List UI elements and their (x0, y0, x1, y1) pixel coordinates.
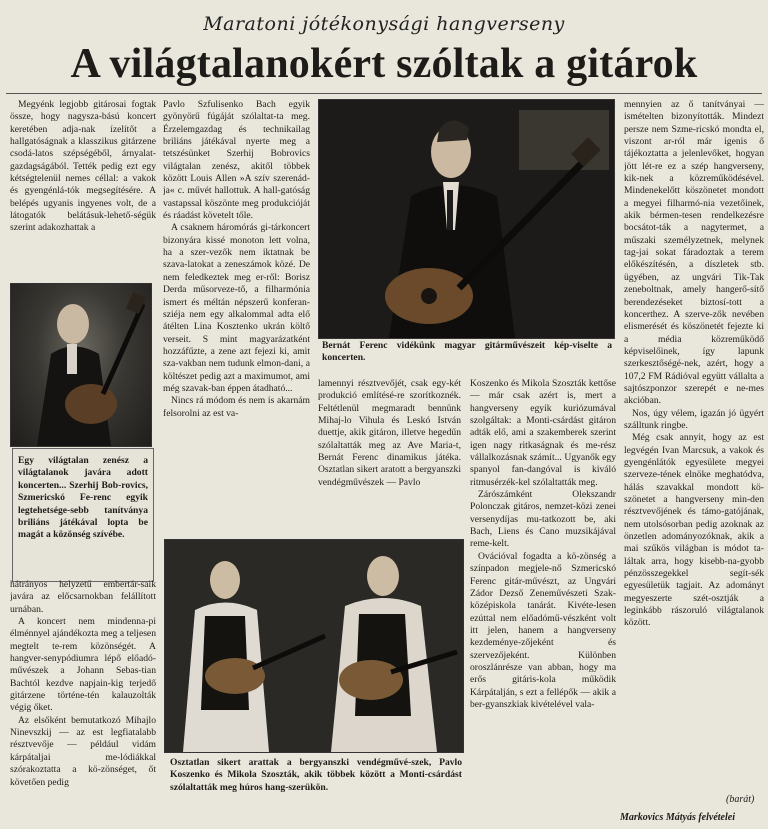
photo-credit: Markovics Mátyás felvételei (620, 812, 735, 823)
paragraph: hátrányos helyzetű embertár-saik javára az előcsarnokban felállított urnában. (10, 579, 156, 615)
paragraph: A koncert nem mindenna-pi élménnyel ajándékozta meg a teljesen megtelt te-rem közönségét. A hangver-senypódiumra lépő előadó-művészek a Johann Sebas-tian Bachtól kezdve napjain-kig terjedő gitárzene történe-tén kalauzolták végig őket. (10, 616, 156, 714)
article-kicker: Maratoni jótékonysági hangverseny (203, 13, 565, 35)
column-5 (624, 99, 764, 787)
paragraph: Koszenko és Mikola Szoszták kettőse — már csak azért is, mert a hangverseny egyik kuriózumával szolgáltak: a Monti-csárdást gitáron adták elő, ami a szakemberek szerint igen nagy ritkaságnak és me-rész vállalkozásnak számít... Ugyanők egy spanyol fan-dangóval is kiváló ritmusérzék-kel szólaltatták meg. (470, 378, 616, 488)
paragraph: Ovációval fogadta a kö-zönség a színpadon megjele-nő Szmericskó Ferenc gitár-művészt, az Ungvári Zádor Dezső Zeneművészeti Szak-középiskola tanárát. Kivéte-lesen ezúttal nem előadómű-vészként volt itt jelen, hanem a hangverseny kezdeménye-zőjeként és szervezőjeként. Különben oroszlánrésze van abban, hogy ma erős gitáris-kola működik Kárpátalján, s ezt a fellépők — akik a ber-gyanszkiak kivételével vala- (470, 550, 616, 710)
column-4 (470, 378, 616, 738)
photo-bergyanszki-duo (164, 539, 464, 753)
guitar-duo-figure-icon (165, 540, 463, 752)
paragraph: Megyénk legjobb gitárosai fogtak össze, hogy nagysza-bású koncert keretében adja-nak ízelítőt a hallgatóságnak a klasszikus gitárzene csodá-latos szépségéből, árnyalat-gazdagságából. Tették pedig ezt egy kétségtelenül nemes céllal: a vakok és gyengénlá-tók megsegítésére. A belépés ugyanis ingyenes volt, de a látogatók belátásuk-lehető-ségük szerint adakozhattak a (10, 99, 156, 234)
column-1-top (10, 99, 156, 273)
paragraph: Nos, úgy vélem, igazán jó ügyért szálltunk ringbe. (624, 407, 764, 431)
headline-rule (6, 93, 762, 94)
paragraph: lamennyi résztvevőjét, csak egy-két produkció említésé-re szorítkoznék. Feltétlenül megmaradt bennünk Mihaj-lo Vihula és Leskó István duettje, akik gitáron, illetve hegedűn szólaltatták meg az Ave Maria-t, Bernát Ferenc dinamikus játéka. Osztatlan sikert aratott a bergyanszki vendégművészek — Pavlo (318, 378, 461, 488)
guitarist-figure-icon (11, 284, 151, 446)
caption-photo-left: Egy világtalan zenész a világtalanok javára adott koncerten... Szerhij Bob-rovics, Szmericskó Fe-renc egyik legtehetsége-sebb tanítványa briliáns játékával lopta be magát a közönség szívébe. (12, 448, 154, 582)
author-signoff: (barát) (726, 794, 755, 805)
paragraph: Még csak annyit, hogy az est legvégén Ivan Marcsuk, a vakok és gyengénlátók egyesülete megyei szerveze-tének elnöke meghatódva, hálás szavakkal mondott kö-szönetet a hangverseny min-den résztvevőjének és támo-gatójának, nem utolsósorban pedig azoknak az önzetlen adományozóknak, akik a mai szűkös világban is módot ta-láltak arra, hogy kisebb-na-gyobb pénzösszegekkel segít-sék egyesületük tagjait. Az adományt megyeszerte szét-osztják a leginkább rászoruló világtalanok között. (624, 432, 764, 629)
paragraph: mennyien az ő tanítványai — ismételten bizonyították. Mindezt persze nem Szme-ricskó mondta el, viszont ar-ról már igenis ő tájékoztatta a jelenlevőket, hogyan jött lét-re ez a szép hangverseny, kik-nek a közreműködésével. Mindenekelőtt köszönetet mondott a megyei filharmó-nia vezetőinek, akik bérmen-tesen rendelkezésre bocsátot-ták a nagytermet, a műszaki személyzetnek, melynek tag-jai sokat fáradoztak a terem előkészítésén, a díszletek stb. ügyében, az ungvári Tik-Tak zeneboltnak, amely hangerő-sítő berendezéseket biztosí-tott a koncerthez. A szerve-zők nevében elismerését és köszönetét fejezte ki a média közreműködő képviselőinek, így lapunk szerkesztőségé-nek, azért, hogy a 107,2 FM Rádióval együtt vállalta a sajtószponzor szerepét e ne-mes akcióban. (624, 99, 764, 407)
paragraph: Pavlo Szfulisenko Bach egyik gyönyörű fúgáját szólaltat-ta meg. Érzelemgazdag és technikailag briliáns játékával nyerte meg a tetszésünket Szerhij Bobrovics világtalan zenész, akitől többek között Louis Allen »A szív szerenád-ja« c. művét hallottuk. A hall-gatóság vastapssal köszönte meg produkcióját és ráadást követelt tőle. (163, 99, 310, 222)
photo-bernat-ferenc (318, 99, 615, 339)
paragraph: A csaknem háromórás gi-tárkoncert bizonyára kissé monoton lett volna, ha a szer-vezők nem iktatnak be szava-latokat a zeneszámok közé. De nem feledkeztek meg er-ről: Borisz Derda műsorveze-tő, a filharmónia ismert és méltán népszerű konferan-sziéja nem egy alkalommal adta elő átélten Lina Kosztenko ukrán költő verseit. S mint magyarázatként hozzáfűzte, a zene azt fejezi ki, amit sza-vakban nem tudunk elmon-dani, a költészet pedig azt a maximumot, ami még szavak-ban éppen átadható... (163, 222, 310, 394)
paragraph: Az elsőként bemutatkozó Mihajlo Ninevszkij — az est legfiatalabb résztvevője — például vidám kárpátaljai me-lódiákkal szórakoztatta a kö-zönséget, őt követően pedig (10, 714, 156, 788)
article-headline: A világtalanokért szóltak a gitárok (70, 41, 698, 87)
guitarist-figure-icon (319, 100, 614, 338)
caption-photo-bottom: Osztatlan sikert arattak a bergyanszki vendégművé-szek, Pavlo Koszenko és Mikola Szoszták, akik többek között a Monti-csárdást szólaltatták meg húros hang-szerükön. (170, 757, 462, 793)
paragraph: Zárószámként Olekszandr Polonczak gitáros, nemzet-közi zenei versenydíjas mu-tatkozott be, aki Bach, Liens és Cano muzsikájával reme-kelt. (470, 489, 616, 550)
column-1-bottom (10, 579, 156, 819)
column-3 (318, 378, 461, 530)
caption-photo-top: Bernát Ferenc vidékünk magyar gitárművészeit kép-viselte a koncerten. (322, 340, 612, 364)
photo-blind-guitarist (10, 283, 152, 447)
column-2 (163, 99, 310, 579)
paragraph: Nincs rá módom és nem is akarnám felsorolni az est va- (163, 395, 310, 419)
